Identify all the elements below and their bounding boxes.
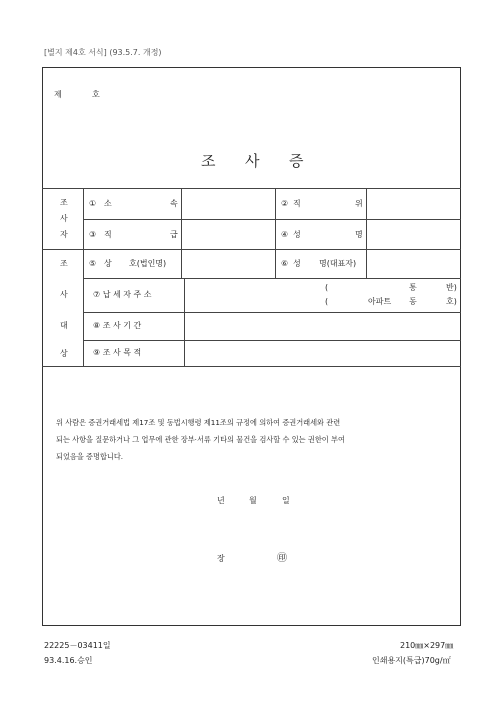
position-label-1: 직 — [293, 199, 301, 208]
footer-size: 210㎜×297㎜ — [400, 641, 454, 650]
rep-name-label-2: 명(대표자) — [319, 259, 357, 268]
name-label-1: 성 — [293, 230, 301, 239]
body-text-line1: 위 사람은 증권거래세법 제17조 및 동법시행령 제11조의 규정에 의하여 증권거래세와 관련 — [56, 418, 341, 427]
doc-number-ho: 호 — [92, 90, 100, 99]
address-line2-open: ( — [325, 297, 329, 306]
subj-side-char-1: 조 — [60, 259, 68, 268]
title-char-3: 증 — [289, 152, 304, 170]
grade-label-1: 직 — [104, 230, 112, 239]
title-char-1: 조 — [201, 152, 216, 170]
affiliation-label-2: 속 — [170, 199, 178, 208]
trade-name-num: ⑤ — [89, 259, 97, 268]
inv-side-char-3: 자 — [60, 230, 68, 239]
address-line2-ho: 호) — [446, 297, 457, 306]
trade-name-label-2: 호(법인명) — [129, 259, 167, 268]
grade-label-2: 급 — [170, 230, 178, 239]
date-month: 월 — [249, 496, 257, 505]
footer-code: 22225－03411일 — [44, 641, 111, 650]
footer-approval: 93.4.16.승인 — [44, 656, 93, 665]
table-vline-label2 — [184, 278, 185, 366]
address-line1-ban: 반) — [446, 283, 457, 292]
purpose-label: ⑨ 조 사 목 적 — [93, 348, 142, 357]
body-text-line3: 되었음을 증명합니다. — [56, 452, 124, 461]
rep-name-num: ⑥ — [281, 259, 289, 268]
affiliation-num: ① — [89, 199, 97, 208]
table-line-inv-mid — [83, 219, 461, 220]
period-label: ⑧ 조 사 기 간 — [93, 321, 142, 330]
address-line2-apt: 아파트 — [368, 297, 392, 306]
table-vline-label1 — [181, 188, 182, 278]
rep-name-label-1: 성 — [293, 259, 301, 268]
trade-name-label-1: 상 — [104, 259, 112, 268]
date-day: 일 — [282, 496, 290, 505]
table-vline-side — [83, 188, 84, 366]
subj-side-char-2: 사 — [60, 290, 68, 299]
subj-side-char-3: 대 — [60, 321, 68, 330]
form-header-note: [별지 제4호 서식] (93.5.7. 개정) — [44, 48, 162, 57]
address-line1-tong: 통 — [409, 283, 417, 292]
date-year: 년 — [217, 496, 225, 505]
name-label-2: 명 — [355, 230, 363, 239]
address-line2-dong: 동 — [409, 297, 417, 306]
doc-number-je: 제 — [54, 90, 62, 99]
position-label-2: 위 — [355, 199, 363, 208]
table-line-row5 — [83, 278, 461, 279]
seal-mark: ㊞ — [277, 553, 287, 564]
subj-side-char-4: 상 — [60, 349, 68, 358]
body-text-line2: 되는 사항을 질문하거나 그 업무에 관한 장부·서류 기타의 물건을 검사할 수 있는 권한이 부여 — [56, 435, 345, 444]
table-line-inv-bottom — [42, 249, 461, 250]
address-line1-open: ( — [325, 283, 329, 292]
title-char-2: 사 — [245, 152, 260, 170]
table-line-row7 — [83, 312, 461, 313]
table-vline-label3 — [366, 188, 367, 278]
table-line-top — [42, 188, 461, 189]
name-num: ④ — [281, 230, 289, 239]
signature-label: 장 — [217, 554, 225, 563]
affiliation-label-1: 소 — [104, 199, 112, 208]
inv-side-char-1: 조 — [60, 198, 68, 207]
table-vline-mid — [275, 188, 276, 278]
table-line-bottom — [42, 366, 461, 367]
footer-paper: 인쇄용지(특급)70g/㎡ — [372, 656, 451, 665]
inv-side-char-2: 사 — [60, 214, 68, 223]
table-line-row8 — [83, 340, 461, 341]
address-label: ⑦ 납 세 자 주 소 — [93, 290, 152, 299]
grade-num: ③ — [89, 230, 97, 239]
position-num: ② — [281, 199, 289, 208]
